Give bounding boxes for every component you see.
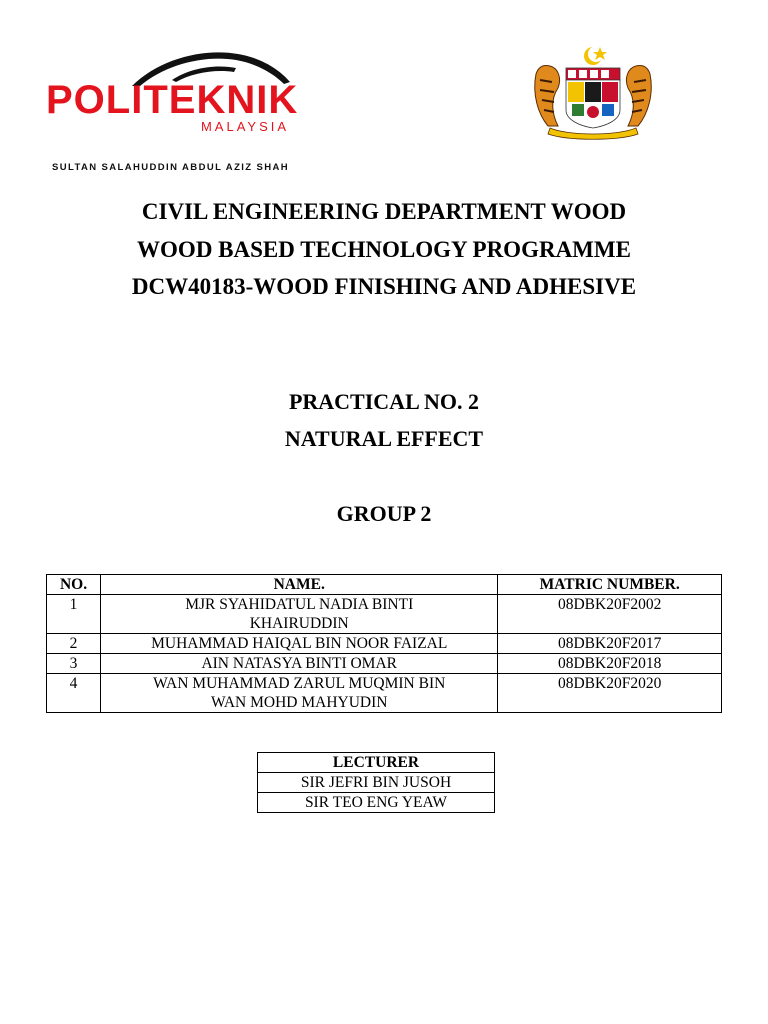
row-no: 2 <box>47 634 101 654</box>
header-no: NO. <box>47 575 101 595</box>
table-row <box>47 634 722 654</box>
lecturer-table <box>257 752 495 813</box>
department-title: CIVIL ENGINEERING DEPARTMENT WOOD <box>141 199 627 224</box>
row-no: 4 <box>47 674 101 713</box>
table-row <box>47 595 722 634</box>
coat-of-arms-icon <box>528 44 658 140</box>
header-lecturer: LECTURER <box>258 753 495 773</box>
name-line: KHAIRUDDIN <box>249 615 349 632</box>
lecturer-name: SIR TEO ENG YEAW <box>258 793 495 813</box>
row-name <box>101 595 498 634</box>
lecturer-name: SIR JEFRI BIN JUSOH <box>258 773 495 793</box>
row-name <box>101 654 498 674</box>
row-name <box>101 674 498 713</box>
row-name <box>101 634 498 654</box>
table-row <box>47 654 722 674</box>
name-line: AIN NATASYA BINTI OMAR <box>201 655 397 672</box>
brand-name: POLITEKNIK <box>46 78 299 122</box>
table-header-row <box>258 753 495 773</box>
table-row <box>258 773 495 793</box>
name-line: WAN MOHD MAHYUDIN <box>210 694 388 711</box>
name-line: MUHAMMAD HAIQAL BIN NOOR FAIZAL <box>151 635 448 652</box>
practical-number: PRACTICAL NO. 2 <box>288 389 480 414</box>
row-no: 1 <box>47 595 101 634</box>
course-title: DCW40183-WOOD FINISHING AND ADHESIVE <box>131 274 637 299</box>
row-no: 3 <box>47 654 101 674</box>
programme-title: WOOD BASED TECHNOLOGY PROGRAMME <box>137 237 631 262</box>
header-matric: MATRIC NUMBER. <box>498 575 722 595</box>
row-matric: 08DBK20F2017 <box>498 634 722 654</box>
brand-country: MALAYSIA <box>200 119 290 134</box>
row-matric: 08DBK20F2002 <box>498 595 722 634</box>
group-label: GROUP 2 <box>336 501 432 526</box>
politeknik-logo-icon <box>40 40 305 173</box>
header-name: NAME. <box>101 575 498 595</box>
row-matric: 08DBK20F2018 <box>498 654 722 674</box>
table-header-row <box>47 575 722 595</box>
row-matric: 08DBK20F2020 <box>498 674 722 713</box>
campus-name: SULTAN SALAHUDDIN ABDUL AZIZ SHAH <box>52 162 290 173</box>
table-row <box>258 793 495 813</box>
practical-name: NATURAL EFFECT <box>284 426 484 451</box>
name-line: WAN MUHAMMAD ZARUL MUQMIN BIN <box>153 675 446 692</box>
table-row <box>47 674 722 713</box>
name-line: MJR SYAHIDATUL NADIA BINTI <box>185 596 414 613</box>
members-table <box>46 574 722 713</box>
